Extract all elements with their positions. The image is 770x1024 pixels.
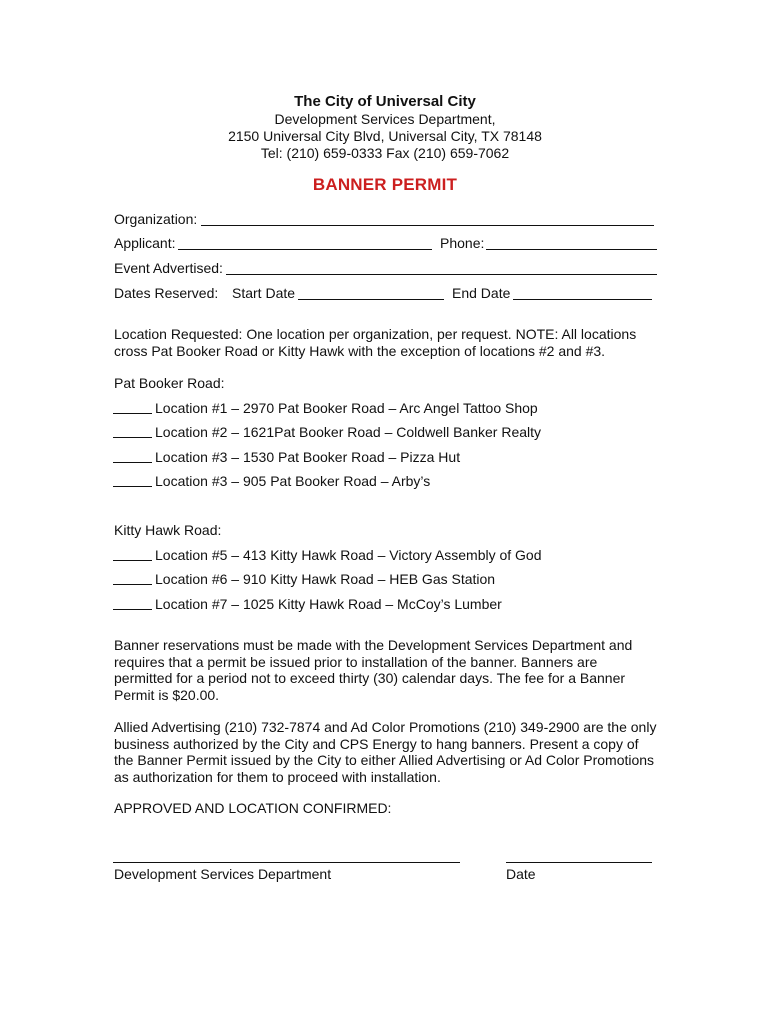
department-address: 2150 Universal City Blvd, Universal City, TX 78148 bbox=[228, 128, 542, 144]
end-date-field[interactable] bbox=[513, 299, 652, 300]
location-checkbox-7[interactable] bbox=[113, 609, 152, 610]
location-item: Location #5 – 413 Kitty Hawk Road – Victory Assembly of God bbox=[155, 547, 542, 563]
organization-label: Organization: bbox=[114, 211, 198, 227]
start-date-field[interactable] bbox=[298, 299, 444, 300]
reservation-paragraph bbox=[114, 637, 654, 703]
location-note-line: Location Requested: One location per organization, per request. NOTE: All locations bbox=[114, 326, 637, 342]
location-item: Location #3 – 905 Pat Booker Road – Arby’s bbox=[155, 473, 431, 489]
location-checkbox-2[interactable] bbox=[113, 437, 152, 438]
city-name: The City of Universal City bbox=[294, 93, 476, 110]
applicant-label: Applicant: bbox=[114, 235, 176, 251]
location-item: Location #6 – 910 Kitty Hawk Road – HEB Gas Station bbox=[155, 571, 496, 587]
location-item: Location #7 – 1025 Kitty Hawk Road – McCoy’s Lumber bbox=[155, 596, 502, 612]
end-date-label: End Date bbox=[452, 285, 511, 301]
location-checkbox-5[interactable] bbox=[113, 560, 152, 561]
location-item: Location #1 – 2970 Pat Booker Road – Arc Angel Tattoo Shop bbox=[155, 400, 538, 416]
signature-label: Development Services Department bbox=[114, 866, 332, 882]
paragraph-line: permitted for a period not to exceed thirty (30) calendar days. The fee for a Banner bbox=[114, 670, 626, 686]
phone-field[interactable] bbox=[486, 249, 657, 250]
location-checkbox-4[interactable] bbox=[113, 486, 152, 487]
department-contact: Tel: (210) 659-0333 Fax (210) 659-7062 bbox=[260, 145, 510, 161]
advertising-paragraph bbox=[114, 719, 657, 785]
event-field[interactable] bbox=[226, 274, 657, 275]
paragraph-line: Allied Advertising (210) 732-7874 and Ad Color Promotions (210) 349-2900 are the only bbox=[114, 719, 657, 735]
location-checkbox-1[interactable] bbox=[113, 413, 152, 414]
event-label: Event Advertised: bbox=[114, 260, 223, 276]
department-name: Development Services Department, bbox=[274, 111, 496, 127]
kitty-hawk-heading: Kitty Hawk Road: bbox=[114, 522, 222, 538]
approval-heading: APPROVED AND LOCATION CONFIRMED: bbox=[114, 800, 392, 816]
paragraph-line: Banner reservations must be made with the Development Services Department and bbox=[114, 637, 633, 653]
organization-field[interactable] bbox=[201, 225, 654, 226]
location-note bbox=[114, 326, 654, 359]
pat-booker-heading: Pat Booker Road: bbox=[114, 375, 225, 391]
paragraph-line: business authorized by the City and CPS Energy to hang banners. Present a copy of bbox=[114, 735, 639, 752]
applicant-field[interactable] bbox=[178, 249, 432, 250]
location-note-line: cross Pat Booker Road or Kitty Hawk with the exception of locations #2 and #3. bbox=[114, 342, 606, 359]
dates-label: Dates Reserved: bbox=[114, 285, 219, 301]
location-checkbox-3[interactable] bbox=[113, 462, 152, 463]
start-date-label: Start Date bbox=[232, 285, 296, 301]
location-item: Location #2 – 1621Pat Booker Road – Coldwell Banker Realty bbox=[155, 424, 542, 440]
paragraph-line: requires that a permit be issued prior to installation of the banner. Banners are bbox=[114, 653, 598, 670]
paragraph-line: as authorization for them to proceed with installation. bbox=[114, 768, 441, 785]
date-line[interactable] bbox=[506, 862, 652, 863]
location-checkbox-6[interactable] bbox=[113, 584, 152, 585]
date-label: Date bbox=[506, 866, 536, 882]
phone-label: Phone: bbox=[440, 235, 485, 251]
location-item: Location #3 – 1530 Pat Booker Road – Pizza Hut bbox=[155, 449, 461, 465]
signature-line[interactable] bbox=[113, 862, 460, 863]
form-title: BANNER PERMIT bbox=[312, 175, 458, 194]
paragraph-line: the Banner Permit issued by the City to either Allied Advertising or Ad Color Promotions bbox=[114, 752, 655, 768]
paragraph-line: Permit is $20.00. bbox=[114, 686, 220, 703]
